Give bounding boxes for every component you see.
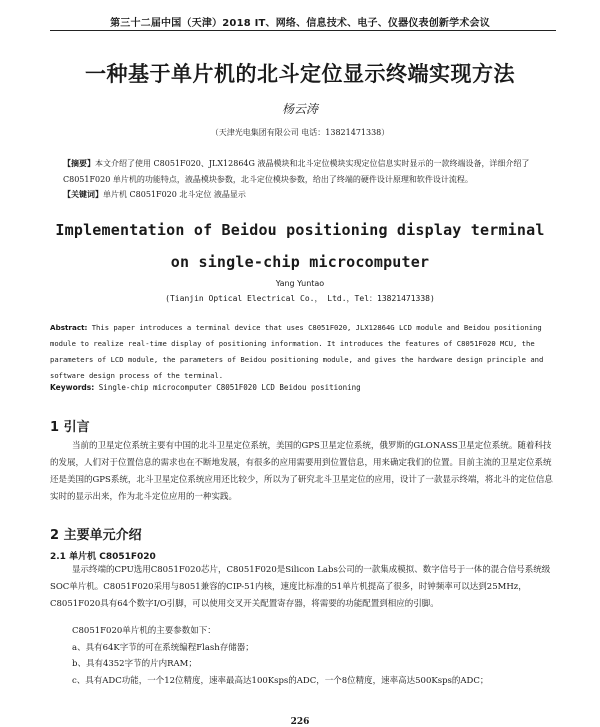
abstract-chinese [63, 156, 553, 188]
affiliation-english: (Tianjin Optical Electrical Co.， Ltd.，Tel：13821471338) [165, 294, 435, 303]
abstract-cn-label: 【摘要】 [63, 159, 95, 168]
abstract-en-label: Abstract: [50, 323, 88, 332]
list-item: a、具有64K字节的可在系统编程Flash存储器； [72, 642, 254, 653]
keywords-en-label: Keywords: [50, 383, 95, 392]
section-2-1-paragraph: 显示终端的CPU选用C8051F020芯片，C8051F020是Silicon Labs公司的一款集成模拟、数字信号于一体的混合信号系统级SOC单片机。C8051F020采用与8051兼容的CIP-51内核，速度比标准的51单片机提高了很多，时钟频率可以达到25MHz，C8051F020具有64个数字I/O引脚，可以使用交叉开关配置寄存器，将需要的功能配置到相应的引脚。 [50, 565, 551, 609]
list-item: c、具有ADC功能，一个12位精度，速率最高达100Ksps的ADC，一个8位精度，速率高达500Ksps的ADC； [72, 675, 489, 686]
abstract-cn-text: 本文介绍了使用 C8051F020、JLX12864G 液晶模块和北斗定位模块实现定位信息实时显示的一款终端设备，详细介绍了 C8051F020 单片机的功能特点，液晶模块参数，北斗定位模块参数，给出了终端的硬件设计原理和软件设计流程。 [63, 159, 530, 184]
conference-header: 第三十二届中国（天津）2018 IT、网络、信息技术、电子、仪器仪表创新学术会议 [110, 18, 490, 29]
list-intro: C8051F020单片机的主要参数如下： [72, 626, 216, 636]
section-2-heading: 2 主要单元介绍 [50, 528, 142, 543]
page-number: 226 [290, 717, 310, 727]
keywords-cn-text: 单片机 C8051F020 北斗定位 液晶显示 [103, 190, 246, 199]
abstract-en-text: This paper introduces a terminal device that uses C8051F020, JLX12864G LCD module and Beidou positioning module to realize real-time display of positioning information. It introduces the features of C8051F020 MCU, the parameters of LCD module, the parameters of Beidou positioning module, and gives the hardware design principle and software design process of the terminal. [50, 323, 544, 380]
header-divider [50, 30, 556, 31]
abstract-english [50, 320, 555, 384]
list-item: b、具有4352字节的片内RAM； [72, 659, 197, 669]
keywords-english [50, 382, 555, 394]
title-english-line1: Implementation of Beidou positioning display terminal [55, 221, 545, 239]
title-chinese: 一种基于单片机的北斗定位显示终端实现方法 [85, 62, 515, 86]
parameter-list [50, 623, 555, 689]
author-english: Yang Yuntao [275, 279, 325, 288]
section-2-1-heading: 2.1 单片机 C8051F020 [50, 552, 156, 562]
section-1-heading: 1 引言 [50, 420, 90, 435]
keywords-cn-label: 【关键词】 [63, 190, 103, 199]
keywords-en-text: Single-chip microcomputer C8051F020 LCD Beidou positioning [98, 383, 361, 392]
section-1-paragraph: 当前的卫星定位系统主要有中国的北斗卫星定位系统，美国的GPS卫星定位系统，俄罗斯的GLONASS卫星定位系统。随着科技的发展，人们对于位置信息的需求也在不断地发展，有很多的应用需要用到位置信息，用来确定我们的位置。目前主流的卫星定位系统还是美国的GPS系统，北斗卫星定位系统应用还比较少，所以为了研究北斗卫星定位的应用，设计了一款显示终端，将北斗的定位信息实时的显示出来，作为北斗定位应用的一种实践。 [50, 441, 553, 502]
affiliation-chinese: （天津光电集团有限公司 电话：13821471338） [210, 128, 390, 137]
keywords-chinese [63, 188, 553, 202]
author-chinese: 杨云涛 [281, 102, 318, 116]
title-english-line2: on single-chip microcomputer [170, 253, 430, 271]
